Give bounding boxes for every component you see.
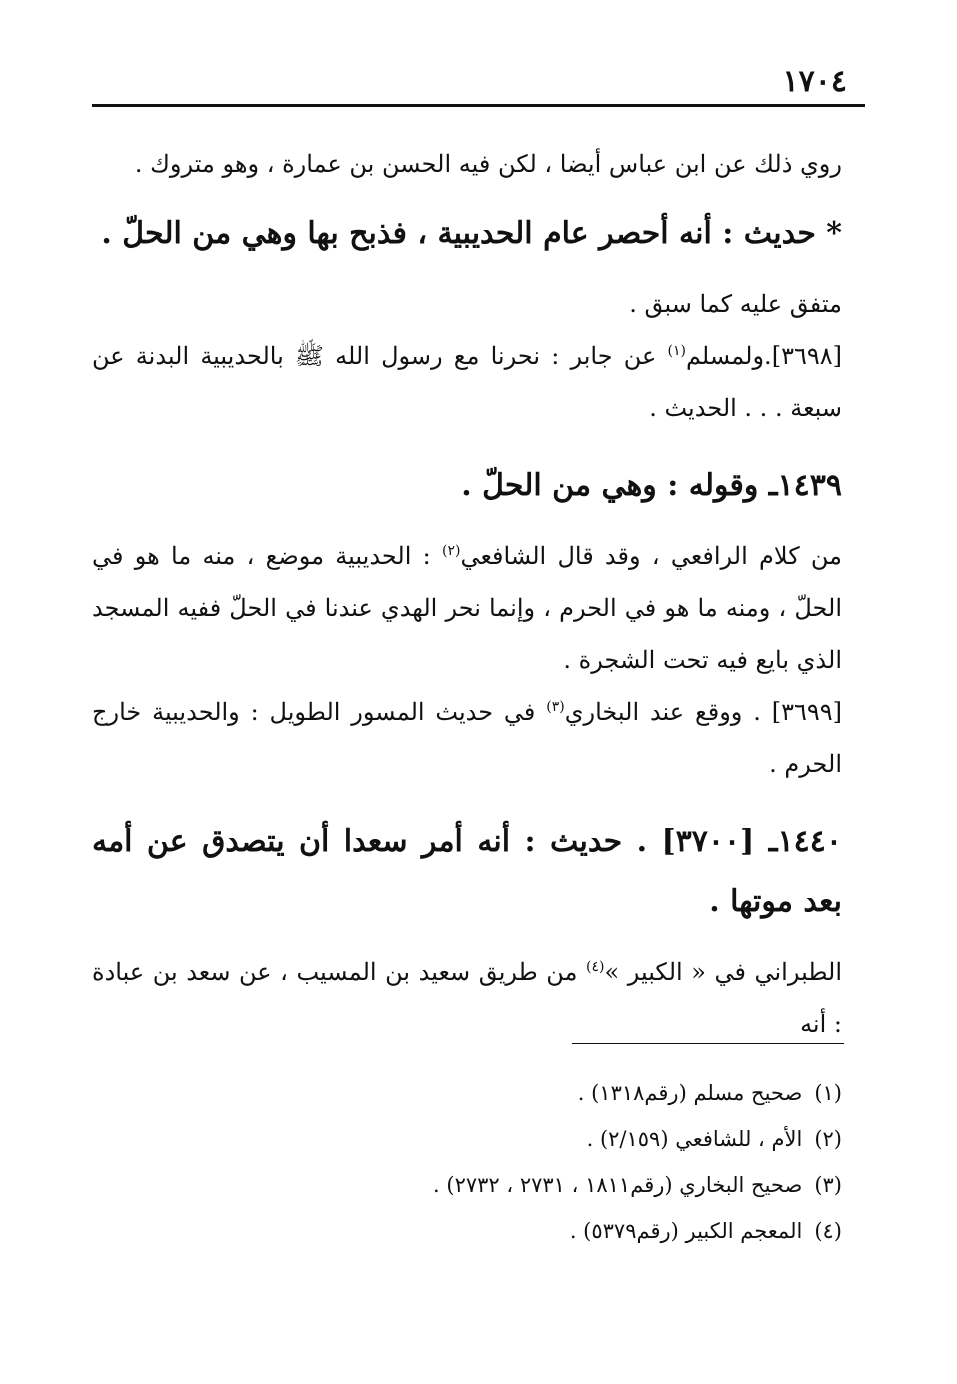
paragraph-6-text-a: الطبراني في « الكبير » — [604, 958, 843, 986]
section-heading-1440: ١٤٤٠ـ [٣٧٠٠] . حديث : أنه أمر سعدا أن يتصدق عن أمه بعد موتها . — [92, 824, 842, 919]
footnote-number: (٤) — [814, 1219, 842, 1243]
page-header — [92, 62, 865, 106]
section-heading-1439: ١٤٣٩ـ وقوله : وهي من الحلّ . — [461, 468, 842, 503]
paragraph-6 — [92, 946, 842, 1050]
header-rule — [92, 104, 865, 107]
paragraph-4-text-b: : الحديبية موضع ، منه ما هو في الحلّ ، ومنه ما هو في الحرم ، وإنما نحر الهدي عندنا في الحلّ ففيه المسجد الذي بايع فيه تحت الشجرة . — [92, 542, 842, 674]
footnote-number: (٣) — [814, 1173, 842, 1197]
page-number: ١٧٠٤ — [782, 64, 847, 99]
paragraph-5-text-a: [٣٦٩٩] . ووقع عند البخاري — [564, 698, 842, 726]
paragraph-6-text-b: من طريق سعيد بن المسيب ، عن سعد بن عبادة : أنه — [92, 958, 842, 1038]
paragraph-4 — [92, 530, 842, 686]
main-text — [92, 138, 842, 1050]
paragraph-5-text-b: في حديث المسور الطويل : والحديبية خارج الحرم . — [92, 698, 842, 778]
hadith-heading-1: * حديث : أنه أحصر عام الحديبية ، فذبح بها وهي من الحلّ . — [101, 216, 842, 251]
paragraph-4-text-a: من كلام الرافعي ، وقد قال الشافعي — [460, 542, 842, 570]
footnote-text: المعجم الكبير (رقم٥٣٧٩) . — [569, 1219, 803, 1243]
footnote-ref-4: (٤) — [586, 959, 605, 975]
paragraph-3 — [92, 330, 842, 434]
footnote-2 — [92, 1116, 842, 1162]
paragraph-3-text-b: عن جابر : نحرنا مع رسول الله ﷺ بالحديبية البدنة عن سبعة . . . الحديث . — [92, 342, 842, 422]
footnote-ref-2: (٢) — [441, 543, 461, 559]
footnotes — [92, 1070, 842, 1254]
paragraph-5 — [92, 686, 842, 790]
footnote-number: (١) — [814, 1081, 842, 1105]
footnote-ref-3: (٣) — [546, 699, 565, 715]
footnote-4 — [92, 1208, 842, 1254]
footnote-text: صحيح مسلم (رقم١٣١٨) . — [577, 1081, 803, 1105]
footnote-text: صحيح البخاري (رقم١٨١١ ، ٢٧٣١ ، ٢٧٣٢) . — [433, 1173, 803, 1197]
footnote-ref-1: (١) — [667, 343, 686, 359]
paragraph-2: متفق عليه كما سبق . — [629, 290, 842, 318]
footnote-1 — [92, 1070, 842, 1116]
footnote-separator — [572, 1043, 844, 1044]
footnote-number: (٢) — [814, 1127, 842, 1151]
paragraph-3-text-a: [٣٦٩٨].ولمسلم — [685, 342, 842, 370]
footnote-text: الأم ، للشافعي (٢/١٥٩) . — [586, 1127, 803, 1151]
paragraph-1: روي ذلك عن ابن عباس أيضا ، لكن فيه الحسن بن عمارة ، وهو متروك . — [134, 150, 842, 178]
footnote-3 — [92, 1162, 842, 1208]
